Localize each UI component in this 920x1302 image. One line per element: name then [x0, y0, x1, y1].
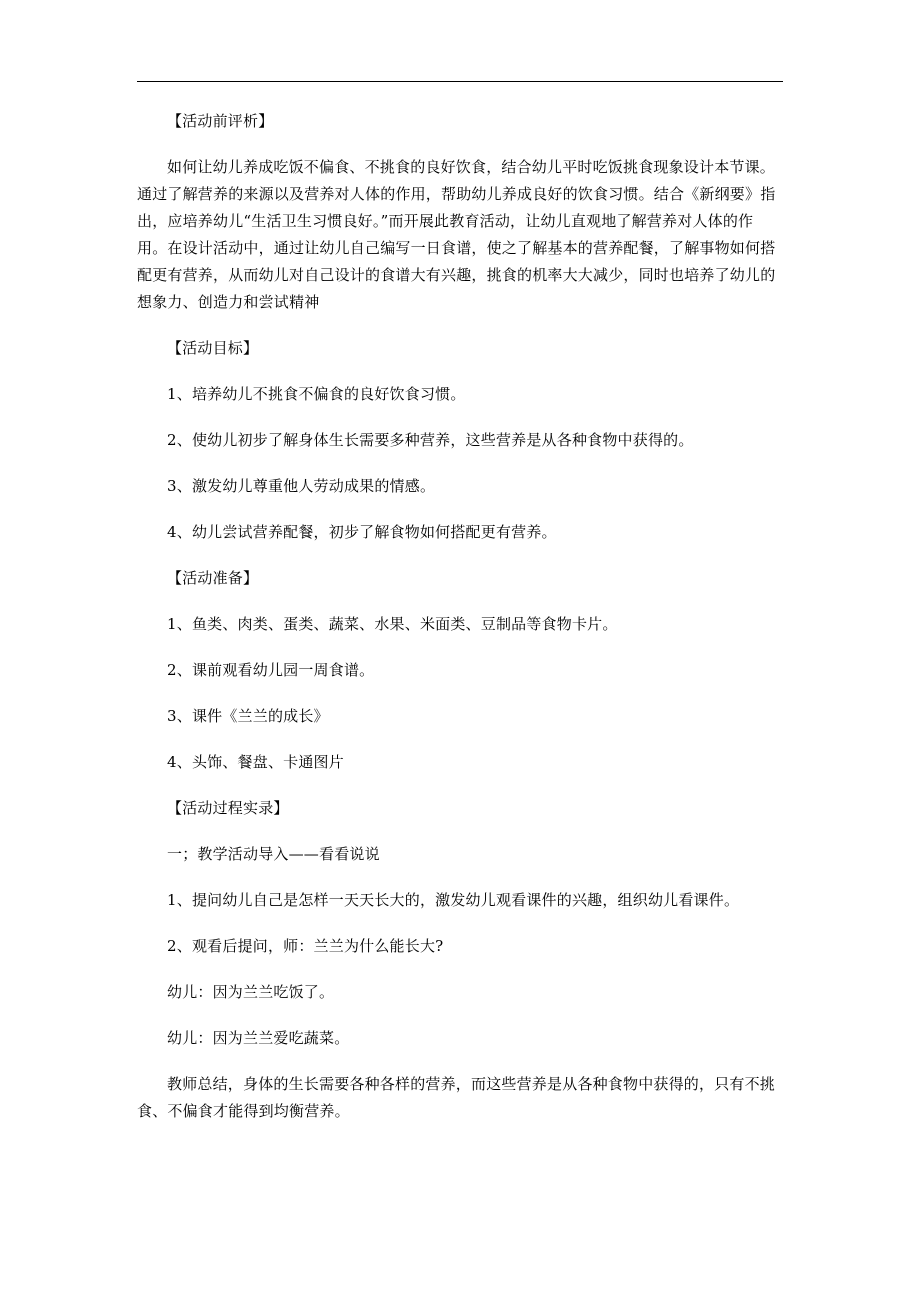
header-rule: [137, 81, 783, 82]
goal-item-3: 3、激发幼儿尊重他人劳动成果的情感。: [167, 477, 436, 495]
process-item-2: 2、观看后提问，师：兰兰为什么能长大?: [167, 937, 444, 955]
process-child-answer-1: 幼儿：因为兰兰吃饭了。: [167, 983, 335, 1001]
preparation-item-3: 3、课件《兰兰的成长》: [167, 707, 329, 725]
pre-analysis-paragraph: 如何让幼儿养成吃饭不偏食、不挑食的良好饮食，结合幼儿平时吃饭挑食现象设计本节课。通过了解营养的来源以及营养对人体的作用，帮助幼儿养成良好的饮食习惯。结合《新纲要》指出，应培养幼儿“生活卫生习惯良好。”而开展此教育活动，让幼儿直观地了解营养对人体的作用。在设计活动中，通过让幼儿自己编写一日食谱，使之了解基本的营养配餐，了解事物如何搭配更有营养，从而幼儿对自己设计的食谱大有兴趣，挑食的机率大大减少，同时也培养了幼儿的想象力、创造力和尝试精神: [137, 158, 776, 311]
document-body: [137, 108, 783, 1125]
process-child-answer-2: 幼儿：因为兰兰爱吃蔬菜。: [167, 1029, 350, 1047]
preparation-item-1: 1、鱼类、肉类、蛋类、蔬菜、水果、米面类、豆制品等食物卡片。: [167, 615, 618, 633]
teacher-summary-paragraph: 教师总结，身体的生长需要各种各样的营养，而这些营养是从各种食物中获得的，只有不挑食、不偏食才能得到均衡营养。: [137, 1075, 776, 1120]
section-heading-process: 【活动过程实录】: [167, 799, 289, 817]
process-item-intro: 一；教学活动导入——看看说说: [167, 845, 380, 863]
section-heading-pre-analysis: 【活动前评析】: [167, 112, 274, 130]
section-heading-goals: 【活动目标】: [167, 339, 259, 357]
process-item-1: 1、提问幼儿自己是怎样一天天长大的，激发幼儿观看课件的兴趣，组织幼儿看课件。: [167, 891, 740, 909]
goal-item-1: 1、培养幼儿不挑食不偏食的良好饮食习惯。: [167, 385, 466, 403]
preparation-item-4: 4、头饰、餐盘、卡通图片: [167, 753, 344, 771]
goal-item-4: 4、幼儿尝试营养配餐，初步了解食物如何搭配更有营养。: [167, 523, 557, 541]
preparation-item-2: 2、课前观看幼儿园一周食谱。: [167, 661, 375, 679]
goal-item-2: 2、使幼儿初步了解身体生长需要多种营养，这些营养是从各种食物中获得的。: [167, 431, 694, 449]
section-heading-preparation: 【活动准备】: [167, 569, 259, 587]
